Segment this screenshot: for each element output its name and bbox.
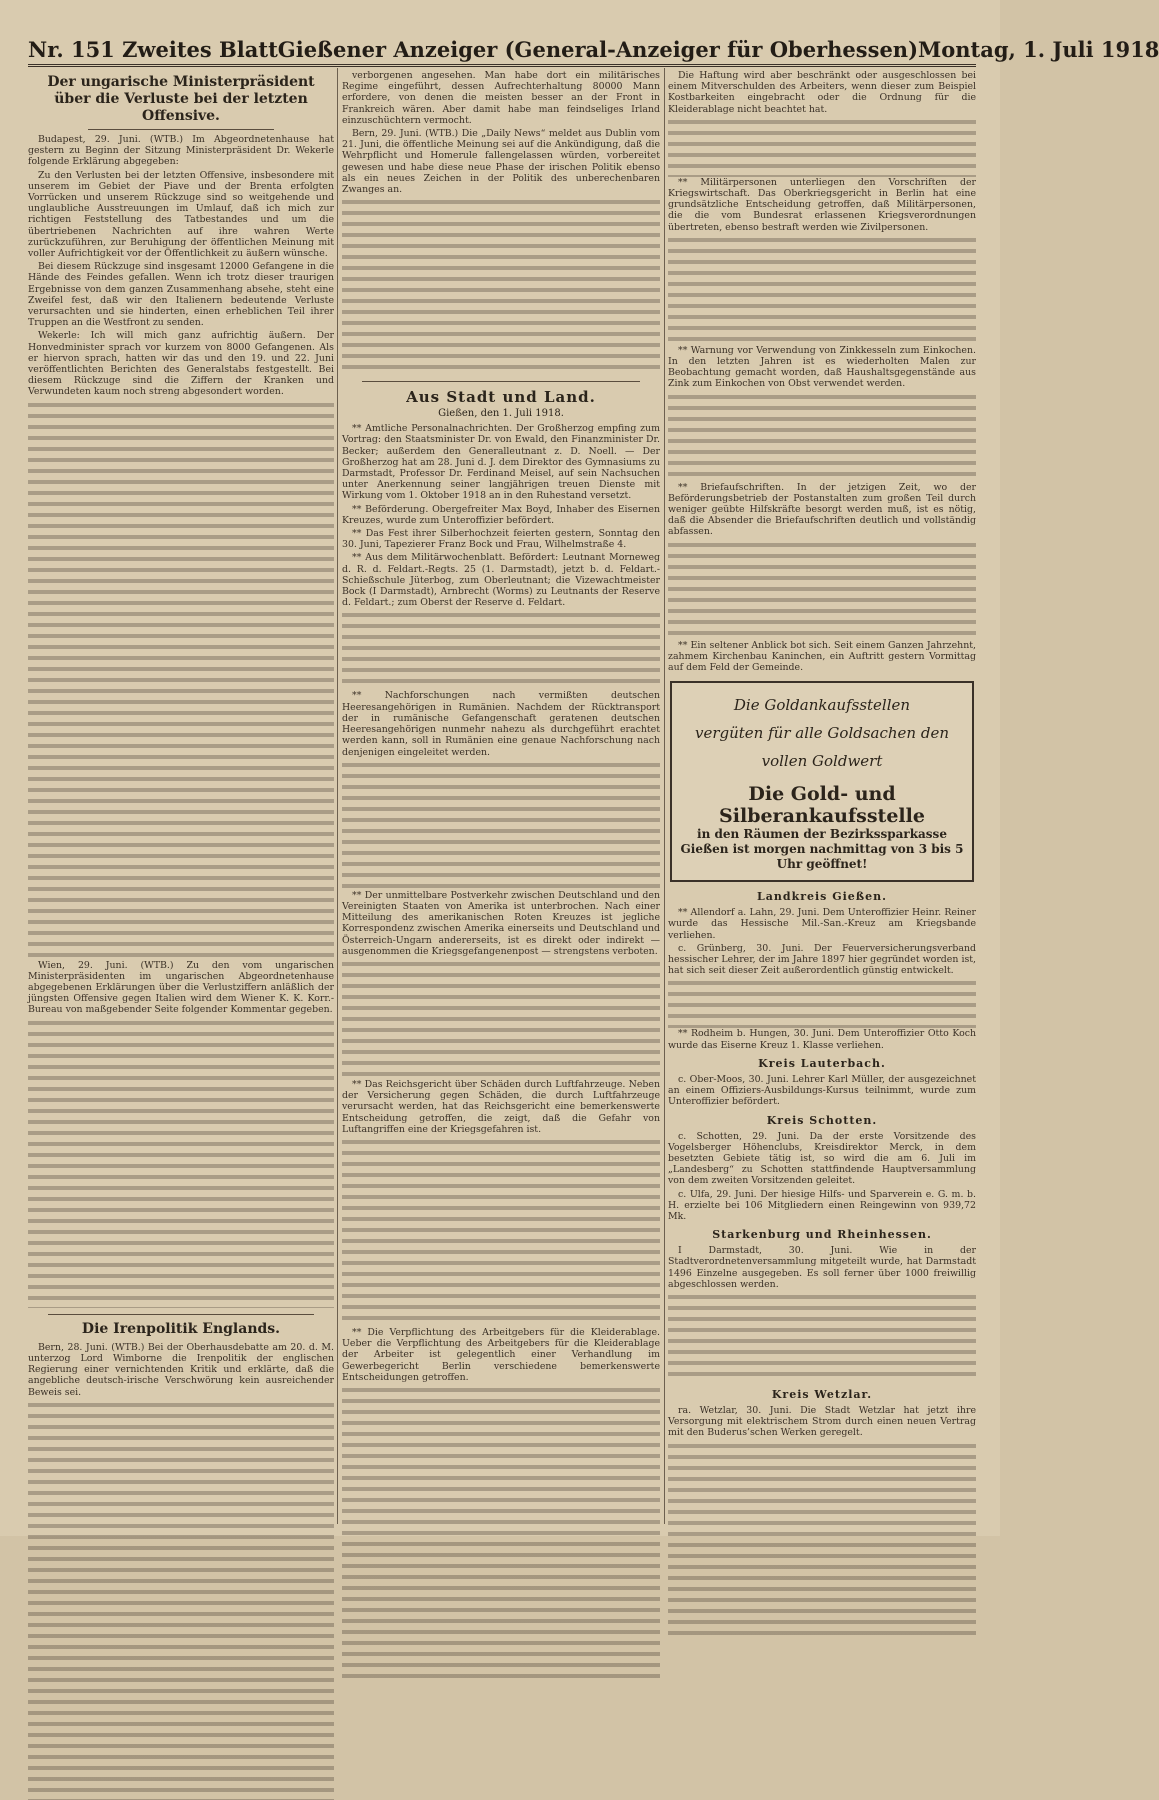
article-paragraph: Budapest, 29. Juni. (WTB.) Im Abgeordnetenhause hat gestern zu Beginn der Sitzung Ministerpräsident Dr. Wekerle folgende Erklärung abgegeben:	[28, 134, 334, 168]
column-3	[668, 70, 976, 1526]
ad-script-line: Die Goldankaufsstellen	[733, 696, 911, 715]
article-paragraph: c. Schotten, 29. Juni. Da der erste Vorsitzende des Vogelsberger Höhenclubs, Kreisdirektor Merck, in dem besetzten Gebiete tätig ist, so wird die am 6. Juli im „Landesberg“ zu Schotten stattfindende Hauptversammlung von dem zweiten Vorsitzenden geleitet.	[668, 1130, 976, 1187]
region-heading: Kreis Schotten.	[766, 1113, 878, 1127]
text-body	[668, 117, 976, 177]
text-body	[342, 1137, 660, 1327]
article-rule	[48, 1314, 314, 1315]
column-2	[342, 70, 660, 1526]
article-paragraph: ** Militärpersonen unterliegen den Vorschriften der Kriegswirtschaft. Das Oberkriegsgericht in Berlin hat eine grundsätzliche Entscheidung getroffen, daß Militärpersonen, die die vom Bundesrat erlassenen Kriegsverordnungen übertreten, ebenso bestraft werden wie Zivilpersonen.	[668, 176, 976, 233]
article-paragraph: ** Briefaufschriften. In der jetzigen Zeit, wo der Beförderungsbetrieb der Postanstalten zum großen Teil durch weniger geübte Hilfskräfte besorgt werden muß, ist es nötig, daß die Absender die Briefaufschriften deutlich und vollständig abfassen.	[668, 481, 976, 538]
gold-purchase-advertisement	[670, 681, 974, 882]
article-paragraph: ** Das Reichsgericht über Schäden durch Luftfahrzeuge. Neben der Versicherung gegen Schäden, die durch Luftfahrzeuge verursacht werden, hat das Reichsgericht eine bemerkenswerte Entscheidung getroffen, die zeigt, daß die Gefahr von Luftangriffen eine der Kriegsgefahren ist.	[342, 1078, 660, 1135]
column-divider	[664, 68, 665, 1524]
issue-date: Montag, 1. Juli 1918	[918, 37, 1159, 62]
article-paragraph: ** Amtliche Personalnachrichten. Der Großherzog empfing zum Vortrag: den Staatsminister Dr. von Ewald, den Finanzminister Dr. Becker; außerdem den Generalleutnant z. D. Noell. — Der Großherzog hat am 28. Juni d. J. dem Direktor des Gymnasiums zu Darmstadt, Professor Dr. Ferdinand Meisel, auf sein Nachsuchen unter Anerkennung seiner langjährigen treuen Dienste mit Wirkung vom 1. Oktober 1918 an in den Ruhestand versetzt.	[342, 423, 660, 502]
article-paragraph: Bern, 29. Juni. (WTB.) Die „Daily News“ meldet aus Dublin vom 21. Juni, die öffentliche Meinung sei auf die Ankündigung, daß die Wehrpflicht und Homerule fallengelassen würden, vorbereitet gewesen und habe diese neue Phase der irischen Politik ebenso als ein neues Zeichen in der Politik des unberechenbaren Zwanges an.	[342, 128, 660, 196]
section-title: Aus Stadt und Land.	[406, 388, 596, 407]
ad-subline: in den Räumen der Bezirkssparkasse Gießen ist morgen nachmittag von 3 bis 5 Uhr geöffnet!	[680, 827, 964, 872]
article-paragraph: ** Das Fest ihrer Silberhochzeit feierten gestern, Sonntag den 30. Juni, Tapezierer Franz Bock und Frau, Wilhelmstraße 4.	[342, 528, 660, 551]
article-paragraph: Wekerle: Ich will mich ganz aufrichtig äußern. Der Honvedminister sprach vor kurzem von 8000 Gefangenen. Als er hiervon sprach, hatten wir das und den 19. und 22. Juni veröffentlichten Berichten des Generalstabs festgestellt. Bei diesem Rückzuge sind die Ziffern der Kranken und Verwundeten kaum noch streng abgesondert worden.	[28, 330, 334, 398]
masthead	[28, 28, 1159, 62]
article-paragraph: Zu den Verlusten bei der letzten Offensive, insbesondere mit unserem im Gebiet der Piave und der Brenta erfolgten Vorrücken und unserem Rückzuge sind so weitgehende und unglaubliche Ausstreuungen im Umlauf, daß ich mich zur richtigen Feststellung des Tatbestandes und um die übertriebenen Nachrichten auf ihre wahren Werte zurückzuführen, zur Beruhigung der öffentlichen Meinung mit voller Aufrichtigkeit vor der Öffentlichkeit zu äußern wünsche.	[28, 169, 334, 260]
text-body	[668, 540, 976, 640]
ad-script-line: vergüten für alle Goldsachen den	[694, 724, 949, 743]
article-paragraph: ** Ein seltener Anblick bot sich. Seit einem Ganzen Jahrzehnt, zahmem Kirchenbau Kaninchen, ein Auftritt gestern Vormittag auf dem Feld der Gemeinde.	[668, 639, 976, 674]
text-body	[342, 610, 660, 690]
article-paragraph: ** Die Verpflichtung des Arbeitgebers für die Kleiderablage. Ueber die Verpflichtung des Arbeitgebers für die Kleiderablage der Arbeiter ist gelegentlich einer Verhandlung im Gewerbegericht Berlin verschiedene bemerkenswerte Entscheidungen getroffen.	[342, 1326, 660, 1383]
article-paragraph: Wien, 29. Juni. (WTB.) Zu den vom ungarischen Ministerpräsidenten im ungarischen Abgeordnetenhause abgegebenen Erklärungen über die Verlustziffern anläßlich der jüngsten Offensive gegen Italien wird dem Wiener K. K. Korr.-Bureau von maßgebender Seite folgender Kommentar gegeben.	[28, 959, 334, 1016]
text-body	[342, 1385, 660, 1685]
text-body	[342, 197, 660, 375]
region-heading: Kreis Lauterbach.	[758, 1056, 886, 1070]
text-body	[28, 1400, 334, 1800]
article-paragraph: ** Rodheim b. Hungen, 30. Juni. Dem Unteroffizier Otto Koch wurde das Eiserne Kreuz 1. Klasse verliehen.	[668, 1028, 976, 1051]
article-paragraph: verborgenen angesehen. Man habe dort ein militärisches Regime eingeführt, dessen Aufrechterhaltung 80000 Mann erfordere, von denen die meisten besser an der Front in Frankreich wären. Aber damit habe man feindseliges Irland einzuschüchtern vermocht.	[342, 70, 660, 126]
column-1	[28, 70, 334, 1526]
article-paragraph: c. Ober-Moos, 30. Juni. Lehrer Karl Müller, der ausgezeichnet an einem Offiziers-Ausbildungs-Kursus teilnimmt, wurde zum Unteroffizier befördert.	[668, 1073, 976, 1108]
article-paragraph: ** Beförderung. Obergefreiter Max Boyd, Inhaber des Eisernen Kreuzes, wurde zum Unteroffizier befördert.	[342, 503, 660, 526]
article-paragraph: ra. Wetzlar, 30. Juni. Die Stadt Wetzlar hat jetzt ihre Versorgung mit elektrischem Strom durch einen neuen Vertrag mit den Buderus’schen Werken geregelt.	[668, 1404, 976, 1439]
text-body	[342, 959, 660, 1079]
article-paragraph: ** Warnung vor Verwendung von Zinkkesseln zum Einkochen. In den letzten Jahren ist es wiederholten Malen zur Beobachtung gemacht worden, daß Haushaltsgegenstände aus Zink zum Einkochen von Obst verwendet werden.	[668, 344, 976, 390]
column-divider	[337, 68, 338, 1524]
text-body	[668, 978, 976, 1028]
ad-script-line: vollen Goldwert	[761, 752, 883, 771]
newspaper-title: Gießener Anzeiger (General-Anzeiger für Oberhessen)	[277, 37, 919, 62]
text-body	[28, 1018, 334, 1308]
article-paragraph: ** Der unmittelbare Postverkehr zwischen Deutschland und den Vereinigten Staaten von Amerika ist unterbrochen. Nach einer Mitteilung des amerikanischen Roten Kreuzes ist jegliche Korrespondenz zwischen Amerika einerseits und Deutschland und Österreich-Ungarn andererseits, ist es direkt oder indirekt — ausgenommen die Kriegsgefangenenpost — strengstens verboten.	[342, 889, 660, 957]
region-heading: Starkenburg und Rheinhessen.	[712, 1228, 932, 1242]
article-headline: Der ungarische Ministerpräsident über die Verluste bei der letzten Offensive.	[47, 74, 315, 124]
section-rule	[362, 381, 640, 382]
article-paragraph: Die Haftung wird aber beschränkt oder ausgeschlossen bei einem Mitverschulden des Arbeiters, wenn dieser zum Beispiel Kostbarkeiten eingebracht oder die Ordnung für die Kleiderablage nicht beachtet hat.	[668, 70, 976, 115]
text-body	[668, 392, 976, 482]
article-paragraph: ** Aus dem Militärwochenblatt. Befördert: Leutnant Morneweg d. R. d. Feldart.-Regts. 25 (1. Darmstadt), jetzt b. d. Feldart.-Schießschule Jüterbog, zum Oberleutnant; die Vizewachtmeister Bock (I Darmstadt), Arnbrecht (Worms) zu Leutnants der Reserve d. Feldart.; zum Oberst der Reserve d. Feldart.	[342, 552, 660, 609]
text-body	[668, 1441, 976, 1641]
dateline: Gießen, den 1. Juli 1918.	[438, 408, 564, 420]
article-paragraph: I Darmstadt, 30. Juni. Wie in der Stadtverordnetenversammlung mitgeteilt wurde, hat Darmstadt 1496 Einzelne ausgegeben. Es soll ferner über 1000 freiwillig abgeschlossen werden.	[668, 1245, 976, 1290]
region-heading: Landkreis Gießen.	[757, 890, 887, 904]
text-body	[342, 760, 660, 890]
article-paragraph: c. Ulfa, 29. Juni. Der hiesige Hilfs- und Sparverein e. G. m. b. H. erzielte bei 106 Mitgliedern einen Reingewinn von 939,72 Mk.	[668, 1188, 976, 1222]
text-body	[668, 1292, 976, 1382]
region-heading: Kreis Wetzlar.	[771, 1387, 873, 1401]
text-body	[668, 235, 976, 345]
article-paragraph: c. Grünberg, 30. Juni. Der Feuerversicherungsverband hessischer Lehrer, der im Jahre 1897 hier gegründet worden ist, hat sich seit dieser Zeit außerordentlich günstig entwickelt.	[668, 942, 976, 977]
masthead-rule	[28, 64, 976, 67]
article-headline: Die Irenpolitik Englands.	[81, 1320, 281, 1337]
text-body	[28, 400, 334, 960]
ad-headline: Die Gold- und Silberankaufsstelle	[719, 783, 925, 828]
headline-rule	[88, 129, 274, 130]
issue-number: Nr. 151 Zweites Blatt	[28, 37, 278, 62]
article-paragraph: ** Nachforschungen nach vermißten deutschen Heeresangehörigen in Rumänien. Nachdem der Rücktransport der in rumänische Gefangenschaft geratenen deutschen Heeresangehörigen nunmehr nahezu als durchgeführt erachtet werden kann, soll in Rumänien eine genaue Nachforschung nach denjenigen eingeleitet werden.	[342, 690, 660, 758]
article-paragraph: ** Allendorf a. Lahn, 29. Juni. Dem Unteroffizier Heinr. Reiner wurde das Hessische Mil.-San.-Kreuz am Kriegsbande verliehen.	[668, 907, 976, 941]
article-paragraph: Bei diesem Rückzuge sind insgesamt 12000 Gefangene in die Hände des Feindes gefallen. Wenn ich trotz dieser traurigen Ergebnisse von dem ganzen Zusammenhang absehe, steht eine Zweifel fest, daß wir den Italienern bedeutende Verluste verursachten und sie hinderten, einen erheblichen Teil ihrer Truppen an die Westfront zu senden.	[28, 261, 334, 329]
article-paragraph: Bern, 28. Juni. (WTB.) Bei der Oberhausdebatte am 20. d. M. unterzog Lord Wimborne die Irenpolitik der englischen Regierung einer vernichtenden Kritik und erklärte, daß die angebliche deutsch-irische Verschwörung kein ausreichender Beweis sei.	[28, 1341, 334, 1398]
